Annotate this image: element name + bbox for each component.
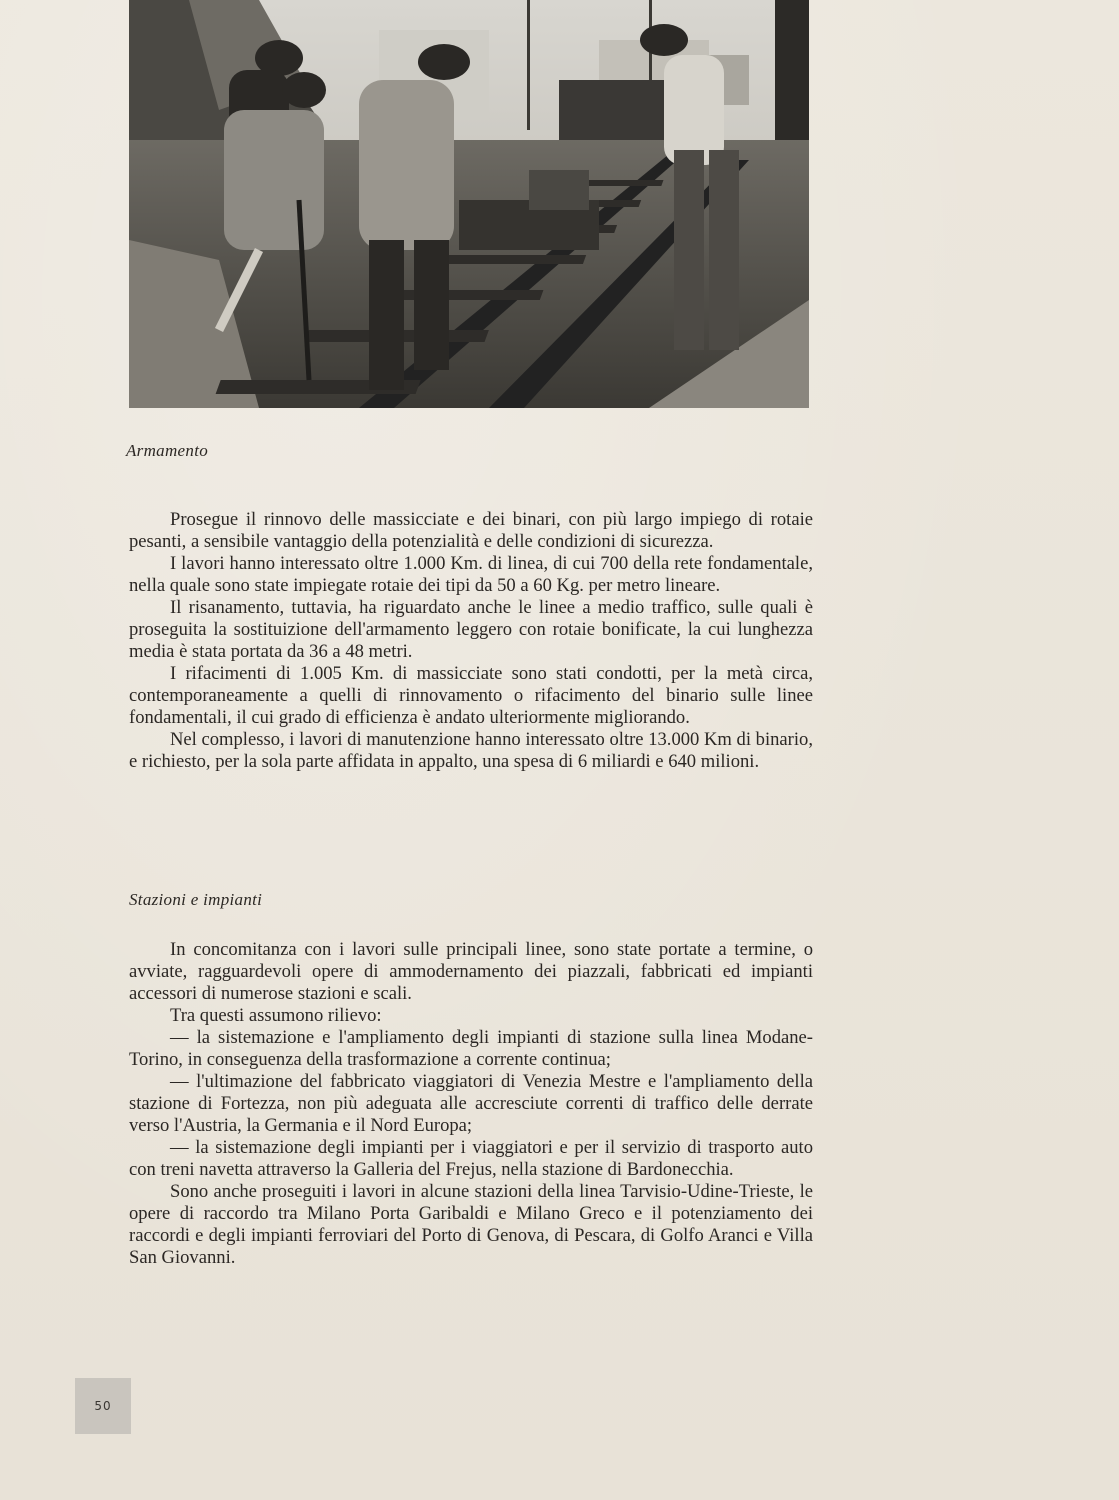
paragraph: Tra questi assumono rilievo: [170, 1005, 382, 1026]
paragraph: I lavori hanno interessato oltre 1.000 Km. di linea, di cui 700 della rete fondamentale, nella quale sono state impiegate rotaie dei tipi da 50 a 60 Kg. per metro lineare. [129, 553, 813, 596]
list-item: — la sistemazione e l'ampliamento degli impianti di stazione sulla linea Modane-Torino, in conseguenza della trasformazione a corrente continua; [129, 1027, 813, 1070]
section-body-armamento [129, 509, 813, 773]
section-heading-stazioni-impianti: Stazioni e impianti [129, 890, 263, 909]
page-number: 50 [94, 1399, 112, 1413]
paragraph: Sono anche proseguiti i lavori in alcune stazioni della linea Tarvisio-Udine-Trieste, le opere di raccordo tra Milano Porta Garibaldi e Milano Greco e il potenziamento dei raccordi e degli impianti ferroviari del Porto di Genova, di Pescara, di Golfo Aranci e Villa San Giovanni. [129, 1181, 813, 1268]
paragraph: Il risanamento, tuttavia, ha riguardato anche le linee a medio traffico, sulle quali è proseguita la sostituizione dell'armamento leggero con rotaie bonificate, la cui lunghezza media è stata portata da 36 a 48 metri. [129, 597, 813, 662]
paragraph: I rifacimenti di 1.005 Km. di massicciate sono stati condotti, per la metà circa, contemporaneamente a quelli di rinnovamento o rifacimento del binario sulle linee fondamentali, il cui grado di efficienza è andato ulteriormente migliorando. [129, 663, 813, 728]
list-item: — la sistemazione degli impianti per i viaggiatori e per il servizio di trasporto auto con treni navetta attraverso la Galleria del Frejus, nella stazione di Bardonecchia. [129, 1137, 813, 1180]
paragraph: Prosegue il rinnovo delle massicciate e dei binari, con più largo impiego di rotaie pesanti, a sensibile vantaggio della potenzialità e delle condizioni di sicurezza. [129, 509, 813, 552]
paragraph: Nel complesso, i lavori di manutenzione hanno interessato oltre 13.000 Km di binario, e richiesto, per la sola parte affidata in appalto, una spesa di 6 miliardi e 640 milioni. [129, 729, 813, 772]
section-body-stazioni-impianti [129, 939, 813, 1269]
railway-workers-photo [129, 0, 809, 408]
page-number-badge [75, 1378, 131, 1434]
paragraph: In concomitanza con i lavori sulle principali linee, sono state portate a termine, o avviate, ragguardevoli opere di ammodernamento dei piazzali, fabbricati ed impianti accessori di numerose stazioni e scali. [129, 939, 813, 1004]
list-item: — l'ultimazione del fabbricato viaggiatori di Venezia Mestre e l'ampliamento della stazione di Fortezza, non più adeguata alle accresciute correnti di traffico delle derrate verso l'Austria, la Germania e il Nord Europa; [129, 1071, 813, 1136]
section-heading-armamento: Armamento [126, 441, 209, 460]
